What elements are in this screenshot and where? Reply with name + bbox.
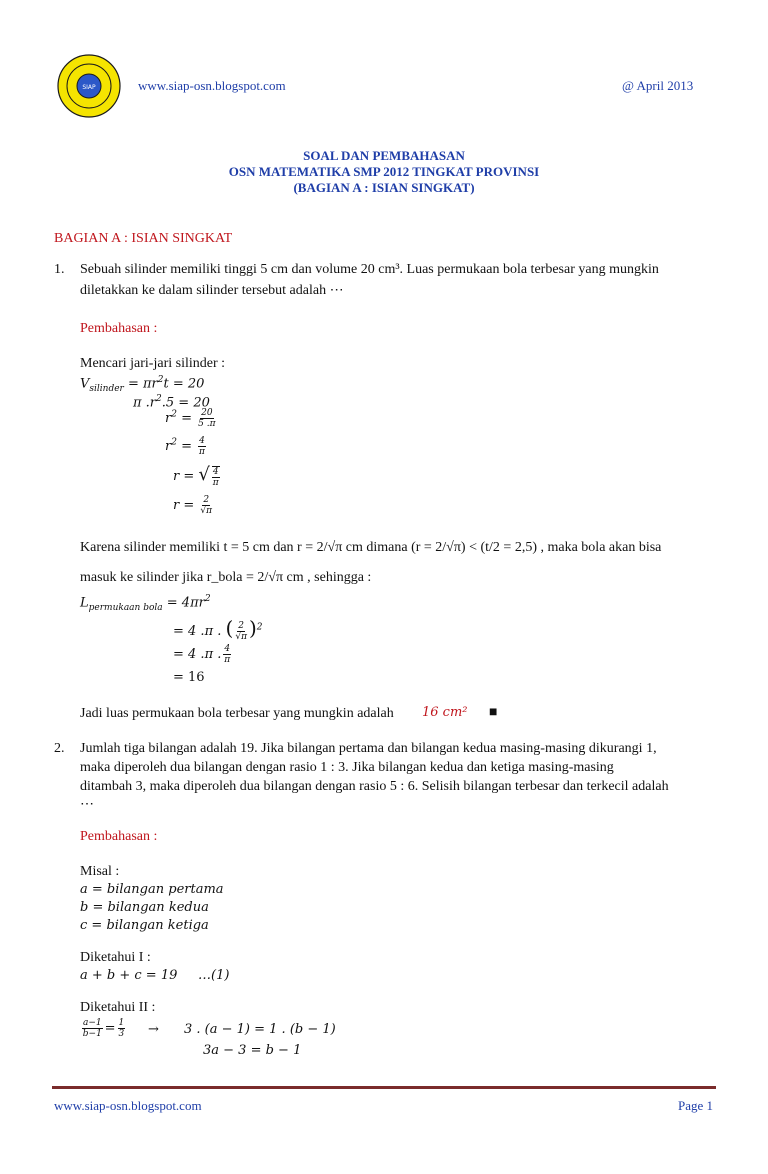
q2-equation-3: 3a − 3 = b − 1 (203, 1043, 302, 1058)
eq-volume: $V_{silinder} = \pi r^2t = 20$ (80, 375, 205, 394)
eq-r2-a: $r^2$ = $\frac{20}{5 .\pi}$ (165, 408, 216, 429)
q1-end-mark: ■ (489, 705, 498, 720)
q1-text-line-2: diletakkan ke dalam silinder tersebut adalah ⋯ (80, 283, 344, 298)
q2-text-line-2: maka diperoleh dua bilangan dengan rasio 1 : 3. Jika bilangan kedua dan ketiga masing-masing (80, 760, 614, 775)
eq-r-final: r = $\frac{2}{√\pi}$ (173, 495, 213, 516)
title-line-3: (BAGIAN A : ISIAN SINGKAT) (293, 180, 475, 195)
q2-a-definition: a = bilangan pertama (80, 882, 224, 897)
svg-text:SIAP: SIAP (82, 84, 96, 91)
q1-intro: Mencari jari-jari silinder : (80, 356, 225, 371)
header-date: @ April 2013 (622, 78, 694, 93)
q2-equation-1: a + b + c = 19 …(1) (80, 968, 230, 983)
eq-surface: $L_{permukaan bola} = 4\pi r^2$ (80, 594, 211, 613)
header-url[interactable]: www.siap-osn.blogspot.com (138, 78, 286, 93)
q2-text-line-1: Jumlah tiga bilangan adalah 19. Jika bilangan pertama dan bilangan kedua masing-masing dikurangi 1, (80, 741, 657, 756)
q2-ratio-fraction: $\frac{a-1}{b-1}$ = $\frac{1}{3}$ (82, 1018, 125, 1039)
q2-text-line-3: ditambah 3, maka diperoleh dua bilangan dengan rasio 5 : 6. Selisih bilangan terbesar dan terkecil adalah (80, 779, 669, 794)
q2-b-definition: b = bilangan kedua (80, 900, 209, 915)
q1-number: 1. (54, 262, 65, 277)
q2-text-line-4: ⋯ (80, 797, 94, 812)
q2-c-definition: c = bilangan ketiga (80, 918, 209, 933)
q1-masuk: masuk ke silinder jika r_bola = 2/√π cm , sehingga : (80, 570, 372, 585)
title-line-1: SOAL DAN PEMBAHASAN (303, 148, 465, 163)
q1-answer: 16 cm² (422, 705, 468, 720)
q2-misal: Misal : (80, 864, 120, 879)
eq-substitute: π $.r^2.5 = 20$ (133, 394, 210, 411)
eq-r-sqrt: r = √ $\frac{4}{\pi}$ (173, 464, 219, 488)
logo (57, 54, 121, 118)
eq-surface-2: = 4 .π . ( $\frac{2}{√\pi}$ )$^2$ (173, 616, 263, 642)
footer-page: Page 1 (678, 1098, 714, 1113)
q2-pembahasan-label: Pembahasan : (80, 829, 158, 844)
eq-surface-3: = 4 .π . $\frac{4}{\pi}$ (173, 644, 231, 665)
footer-url[interactable]: www.siap-osn.blogspot.com (54, 1098, 202, 1113)
q1-karena: Karena silinder memiliki t = 5 cm dan r = 2/√π cm dimana (r = 2/√π) < (t/2 = 2,5) , maka bola akan bisa (80, 540, 662, 555)
q2-diketahui-1: Diketahui I : (80, 950, 151, 965)
q1-pembahasan-label: Pembahasan : (80, 321, 158, 336)
q1-conclusion: Jadi luas permukaan bola terbesar yang mungkin adalah (80, 706, 394, 721)
eq-surface-4: = 16 (173, 670, 205, 685)
q2-equation-2: 3 . (a − 1) = 1 . (b − 1) (184, 1022, 336, 1037)
q1-text-line-1: Sebuah silinder memiliki tinggi 5 cm dan volume 20 cm³. Luas permukaan bola terbesar yang mungkin (80, 262, 659, 277)
section-heading: BAGIAN A : ISIAN SINGKAT (54, 231, 233, 246)
q2-diketahui-2: Diketahui II : (80, 1000, 156, 1015)
title-line-2: OSN MATEMATIKA SMP 2012 TINGKAT PROVINSI (228, 164, 540, 179)
eq-r2-b: $r^2$ = $\frac{4}{\pi}$ (165, 436, 205, 457)
q2-number: 2. (54, 741, 65, 756)
arrow-icon: → (148, 1022, 159, 1037)
footer-divider (52, 1086, 716, 1089)
